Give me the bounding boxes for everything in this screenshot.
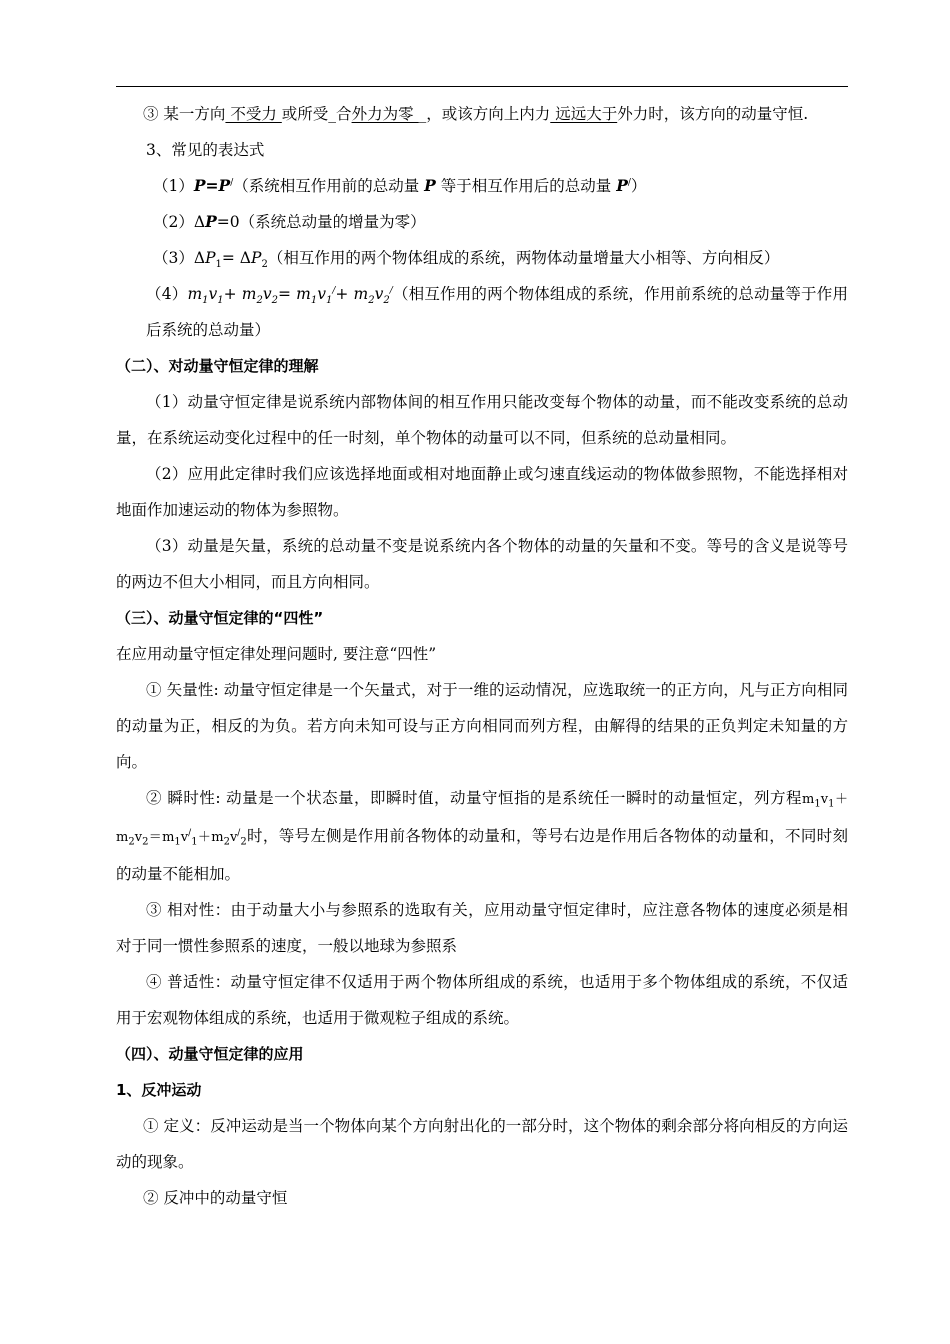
section-3-heading: 3、常见的表达式	[146, 141, 265, 159]
property-universal: ④ 普适性：动量守恒定律不仅适用于两个物体所组成的系统，也适用于多个物体组成的系统，不仅适用于宏观物体组成的系统，也适用于微观粒子组成的系统。	[116, 973, 848, 1027]
section-4-heading: （四）、动量守恒定律的应用	[116, 1045, 304, 1063]
property-vector: ① 矢量性: 动量守恒定律是一个矢量式，对于一维的运动情况，应选取统一的正方向，凡与正方向相同的动量为正，相反的为负。若方向未知可设与正方向相同而列方程，由解得的结果的正负判定未知量的方向。	[116, 681, 848, 771]
section-3-four-properties-heading: （三）、动量守恒定律的“四性”	[116, 609, 324, 627]
section-2-heading: （二）、对动量守恒定律的理解	[116, 357, 319, 375]
expression-2: （2）ΔP=0（系统总动量的增量为零）	[153, 212, 426, 231]
understanding-2: （2）应用此定律时我们应该选择地面或相对地面静止或匀速直线运动的物体做参照物，不能选择相对地面作加速运动的物体为参照物。	[116, 465, 848, 519]
four-properties-intro: 在应用动量守恒定律处理问题时, 要注意“四性”	[116, 645, 437, 663]
recoil-momentum: ② 反冲中的动量守恒	[143, 1189, 288, 1207]
expression-4: $(4)m_1v_1+ m_2v_2= m_1v_1^/+ m_2v_2^/$（相互作用的两个物体组成的系统，作用前系统的总动量等于作用后系统的总动量）	[146, 285, 848, 339]
item-3-paragraph: ③ 某一方向 不受力 或所受_合外力为零 _，或该方向上内力 远远大于外力时，该方向的动量守恒.	[143, 105, 809, 123]
expression-3: $(3)\Delta P_1= \Delta P_2$（相互作用的两个物体组成的系统，两物体动量增量大小相等、方向相反）	[153, 249, 780, 271]
document-page	[116, 96, 848, 1216]
recoil-heading: 1、反冲运动	[116, 1081, 202, 1099]
understanding-3: （3）动量是矢量，系统的总动量不变是说系统内各个物体的动量的矢量和不变。等号的含义是说等号的两边不但大小相同，而且方向相同。	[116, 537, 848, 591]
header-rule	[116, 86, 848, 87]
momentum-equation: $m_1v_1+ m_2v_2= m_1v_1^/+ m_2v_2^/$	[187, 285, 393, 307]
instantaneous-equation: $m_1v_1+m_2v_2=m_1v^/_1+m_2v^/_2$	[116, 792, 848, 848]
expression-1: （1）P=P/（系统相互作用前的总动量 P 等于相互作用后的总动量 P/）	[153, 176, 647, 195]
property-relative: ③ 相对性：由于动量大小与参照系的选取有关，应用动量守恒定律时，应注意各物体的速度必须是相对于同一惯性参照系的速度，一般以地球为参照系	[116, 901, 848, 955]
recoil-definition: ① 定义：反冲运动是当一个物体向某个方向射出化的一部分时，这个物体的剩余部分将向相反的方向运动的现象。	[116, 1117, 848, 1171]
understanding-1: （1）动量守恒定律是说系统内部物体间的相互作用只能改变每个物体的动量，而不能改变系统的总动量，在系统运动变化过程中的任一时刻，单个物体的动量可以不同，但系统的总动量相同。	[116, 393, 848, 447]
property-instantaneous: ② 瞬时性: 动量是一个状态量，即瞬时值，动量守恒指的是系统任一瞬时的动量恒定，列方程$m_1v_1+m_2v_2=m_1v^/_1+m_2v^/_2$时，等号左侧是作用前各物体的动量和，等号右边是作用后各物体的动量和，不同时刻的动量不能相加。	[116, 789, 849, 883]
